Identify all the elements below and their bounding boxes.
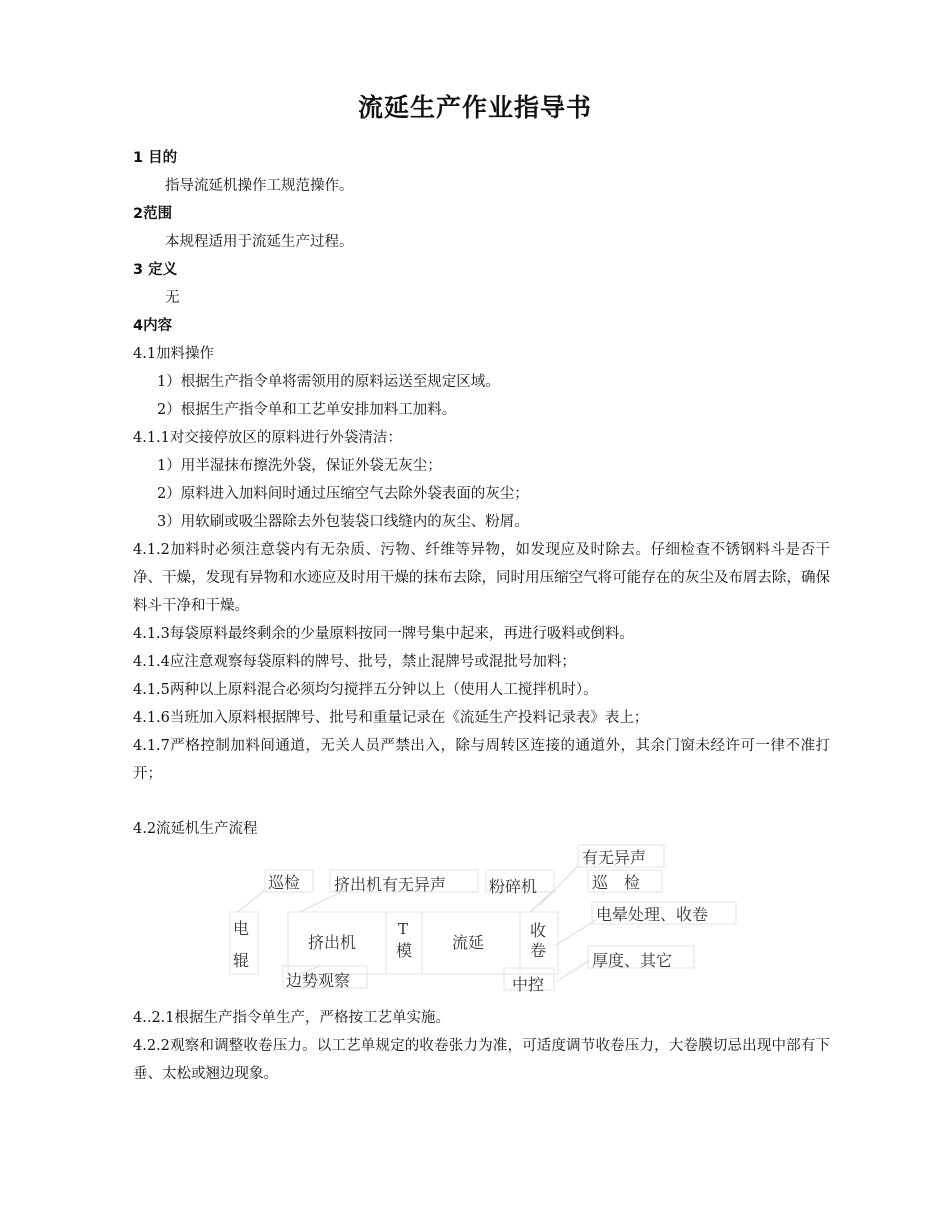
diagram-noise-label: 有无异声 <box>582 848 647 867</box>
section-3-heading: 3 定义 <box>133 262 178 278</box>
paragraph-4-1-7: 4.1.7严格控制加料间通道，无关人员严禁出入，除与周转区连接的通道外，其余门窗未经许可一律不准打开； <box>133 738 830 782</box>
leader-noise <box>540 866 578 905</box>
paragraph-4-2-2: 4.2.2观察和调整收卷压力。以工艺单规定的收卷张力为准，可适度调节收卷压力，大卷膜切忌出现中部有下垂、太松或翘边现象。 <box>133 1038 830 1082</box>
diagram-roller-label: 辊 <box>233 951 250 970</box>
paragraph-4-1-4: 4.1.4应注意观察每袋原料的牌号、批号，禁止混牌号或混批号加料； <box>133 654 576 670</box>
section-3-text: 无 <box>165 290 180 306</box>
leader-inspection-left <box>238 890 265 912</box>
diagram-winder-bottom-label: 卷 <box>530 941 547 960</box>
paragraph-4-1-3: 4.1.3每袋原料最终剩余的少量原料按同一牌号集中起来，再进行吸料或倒料。 <box>133 626 634 642</box>
diagram-inspection-left-label: 巡检 <box>268 873 301 892</box>
section-2-heading: 2范围 <box>133 206 173 222</box>
paragraph-4-2-1: 4..2.1根据生产指令单生产，严格按工艺单实施。 <box>133 1010 451 1026</box>
list-item: 2）原料进入加料间时通过压缩空气去除外袋表面的灰尘； <box>157 486 529 502</box>
diagram-die-label: 模 <box>396 941 413 960</box>
document-title: 流延生产作业指导书 <box>357 93 592 122</box>
list-item: 3）用软刷或吸尘器除去外包装袋口线缝内的灰尘、粉屑。 <box>157 514 529 530</box>
paragraph-4-1-5: 4.1.5两种以上原料混合必须均匀搅拌五分钟以上（使用人工搅拌机时）。 <box>133 682 598 698</box>
diagram-edge-observe-label: 边势观察 <box>286 971 351 990</box>
diagram-winder-top-label: 收 <box>530 921 547 940</box>
diagram-extruder-check-label: 挤出机有无异声 <box>334 875 447 894</box>
diagram-extruder-label: 挤出机 <box>308 933 357 952</box>
paragraph-4-1-1: 4.1.1对交接停放区的原料进行外袋清洁： <box>133 430 402 446</box>
list-item: 1）根据生产指令单将需领用的原料运送至规定区域。 <box>157 374 500 390</box>
paragraph-4-1-6: 4.1.6当班加入原料根据牌号、批号和重量记录在《流延生产投料记录表》表上； <box>133 710 649 726</box>
paragraph-4-2: 4.2流延机生产流程 <box>133 821 258 837</box>
diagram-t-label: T <box>398 920 409 938</box>
section-1-text: 指导流延机操作工规范操作。 <box>165 178 354 194</box>
diagram-central-control-label: 中控 <box>512 975 545 994</box>
leader-thickness <box>556 960 590 982</box>
paragraph-4-1-2: 4.1.2加料时必须注意袋内有无杂质、污物、纤维等异物，如发现应及时除去。仔细检查不锈钢料斗是否干净、干燥，发现有异物和水迹应及时用干燥的抹布去除，同时用压缩空气将可能存在的灰尘及布屑去除，确保料斗干净和干燥。 <box>133 542 830 614</box>
diagram-corona-label: 电晕处理、收卷 <box>596 905 709 924</box>
section-4-heading: 4内容 <box>133 318 173 334</box>
leader-corona <box>556 920 596 945</box>
section-1-heading: 1 目的 <box>133 150 178 166</box>
paragraph-4-1: 4.1加料操作 <box>133 346 215 362</box>
list-item: 2）根据生产指令单和工艺单安排加料工加料。 <box>157 402 457 418</box>
diagram-electric-label: 电 <box>233 919 250 938</box>
section-2-text: 本规程适用于流延生产过程。 <box>165 234 354 250</box>
list-item: 1）用半湿抹布擦洗外袋，保证外袋无灰尘； <box>157 458 442 474</box>
diagram-casting-label: 流延 <box>452 933 485 952</box>
diagram-thickness-label: 厚度、其它 <box>592 951 673 970</box>
diagram-crusher-label: 粉碎机 <box>489 877 538 896</box>
diagram-inspection-right-label: 巡 检 <box>592 873 641 892</box>
